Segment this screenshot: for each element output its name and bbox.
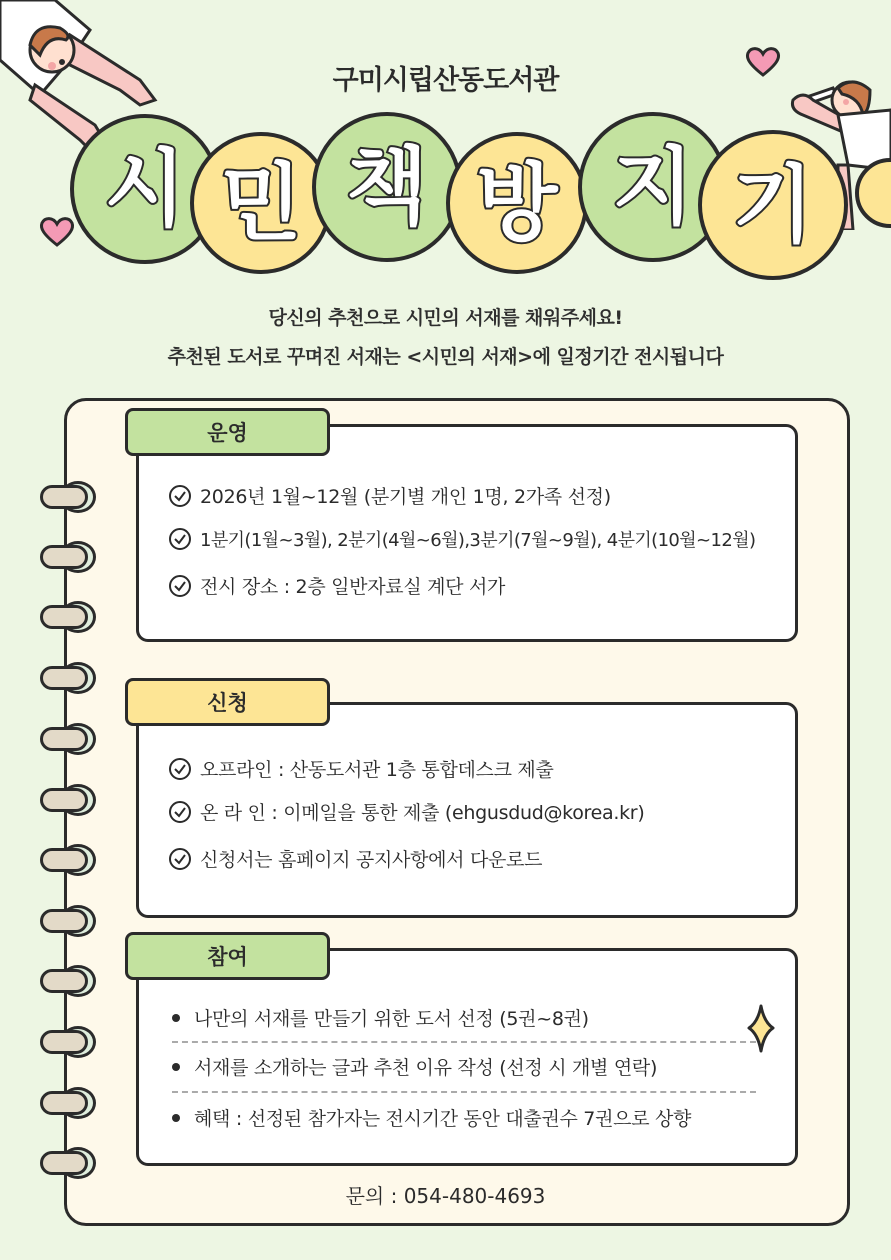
spiral-ring bbox=[40, 1026, 100, 1058]
title-circle-1: 시 bbox=[70, 114, 220, 264]
participation-item: 나만의 서재를 만들기 위한 도서 선정 (5권~8권) bbox=[172, 1004, 589, 1031]
participation-item: 혜택 : 선정된 참가자는 전시기간 동안 대출권수 7권으로 상향 bbox=[172, 1104, 691, 1131]
check-circle-icon bbox=[168, 574, 192, 598]
dashed-divider bbox=[172, 1091, 756, 1093]
title-circle-6: 기 bbox=[698, 130, 848, 280]
operation-item: 전시 장소 : 2층 일반자료실 계단 서가 bbox=[168, 572, 505, 599]
participation-tab-label: 참여 bbox=[125, 932, 330, 980]
subtitle-line-1: 당신의 추천으로 시민의 서재를 채워주세요! bbox=[268, 307, 623, 329]
bullet-icon bbox=[172, 1063, 180, 1071]
bullet-icon bbox=[172, 1114, 180, 1122]
spiral-ring bbox=[40, 541, 100, 573]
spiral-ring bbox=[40, 481, 100, 513]
check-circle-icon bbox=[168, 484, 192, 508]
participation-item: 서재를 소개하는 글과 추천 이유 작성 (선정 시 개별 연락) bbox=[172, 1053, 657, 1080]
title-circle-2: 민 bbox=[190, 132, 332, 274]
check-circle-icon bbox=[168, 800, 192, 824]
check-circle-icon bbox=[168, 527, 192, 551]
spiral-ring bbox=[40, 905, 100, 937]
title-circle-4: 방 bbox=[446, 132, 588, 274]
spiral-ring bbox=[40, 723, 100, 755]
dashed-divider bbox=[172, 1041, 756, 1043]
spiral-ring bbox=[40, 965, 100, 997]
application-item: 온 라 인 : 이메일을 통한 제출 (ehgusdud@korea.kr) bbox=[168, 798, 644, 825]
heart-icon bbox=[38, 214, 76, 248]
operation-item: 1분기(1월~3월), 2분기(4월~6월),3분기(7월~9월), 4분기(10월~12월) bbox=[168, 526, 755, 552]
spiral-ring bbox=[40, 1147, 100, 1179]
library-name: 구미시립산동도서관 bbox=[332, 65, 559, 96]
title-circle-3: 책 bbox=[312, 112, 462, 262]
operation-tab-label: 운영 bbox=[125, 408, 330, 456]
sparkle-icon bbox=[746, 1004, 776, 1054]
spiral-ring bbox=[40, 662, 100, 694]
subtitle-line-2: 추천된 도서로 꾸며진 서재는 <시민의 서재>에 일정기간 전시됩니다 bbox=[167, 346, 724, 368]
application-item: 오프라인 : 산동도서관 1층 통합데스크 제출 bbox=[168, 755, 554, 782]
check-circle-icon bbox=[168, 757, 192, 781]
application-item: 신청서는 홈페이지 공지사항에서 다운로드 bbox=[168, 845, 542, 872]
spiral-ring bbox=[40, 844, 100, 876]
contact-info: 문의 : 054-480-4693 bbox=[345, 1184, 546, 1208]
title-circle-5: 지 bbox=[578, 112, 728, 262]
spiral-ring bbox=[40, 1087, 100, 1119]
check-circle-icon bbox=[168, 847, 192, 871]
bullet-icon bbox=[172, 1014, 180, 1022]
application-tab-label: 신청 bbox=[125, 678, 330, 726]
spiral-ring bbox=[40, 601, 100, 633]
spiral-ring bbox=[40, 784, 100, 816]
operation-item: 2026년 1월~12월 (분기별 개인 1명, 2가족 선정) bbox=[168, 482, 611, 509]
